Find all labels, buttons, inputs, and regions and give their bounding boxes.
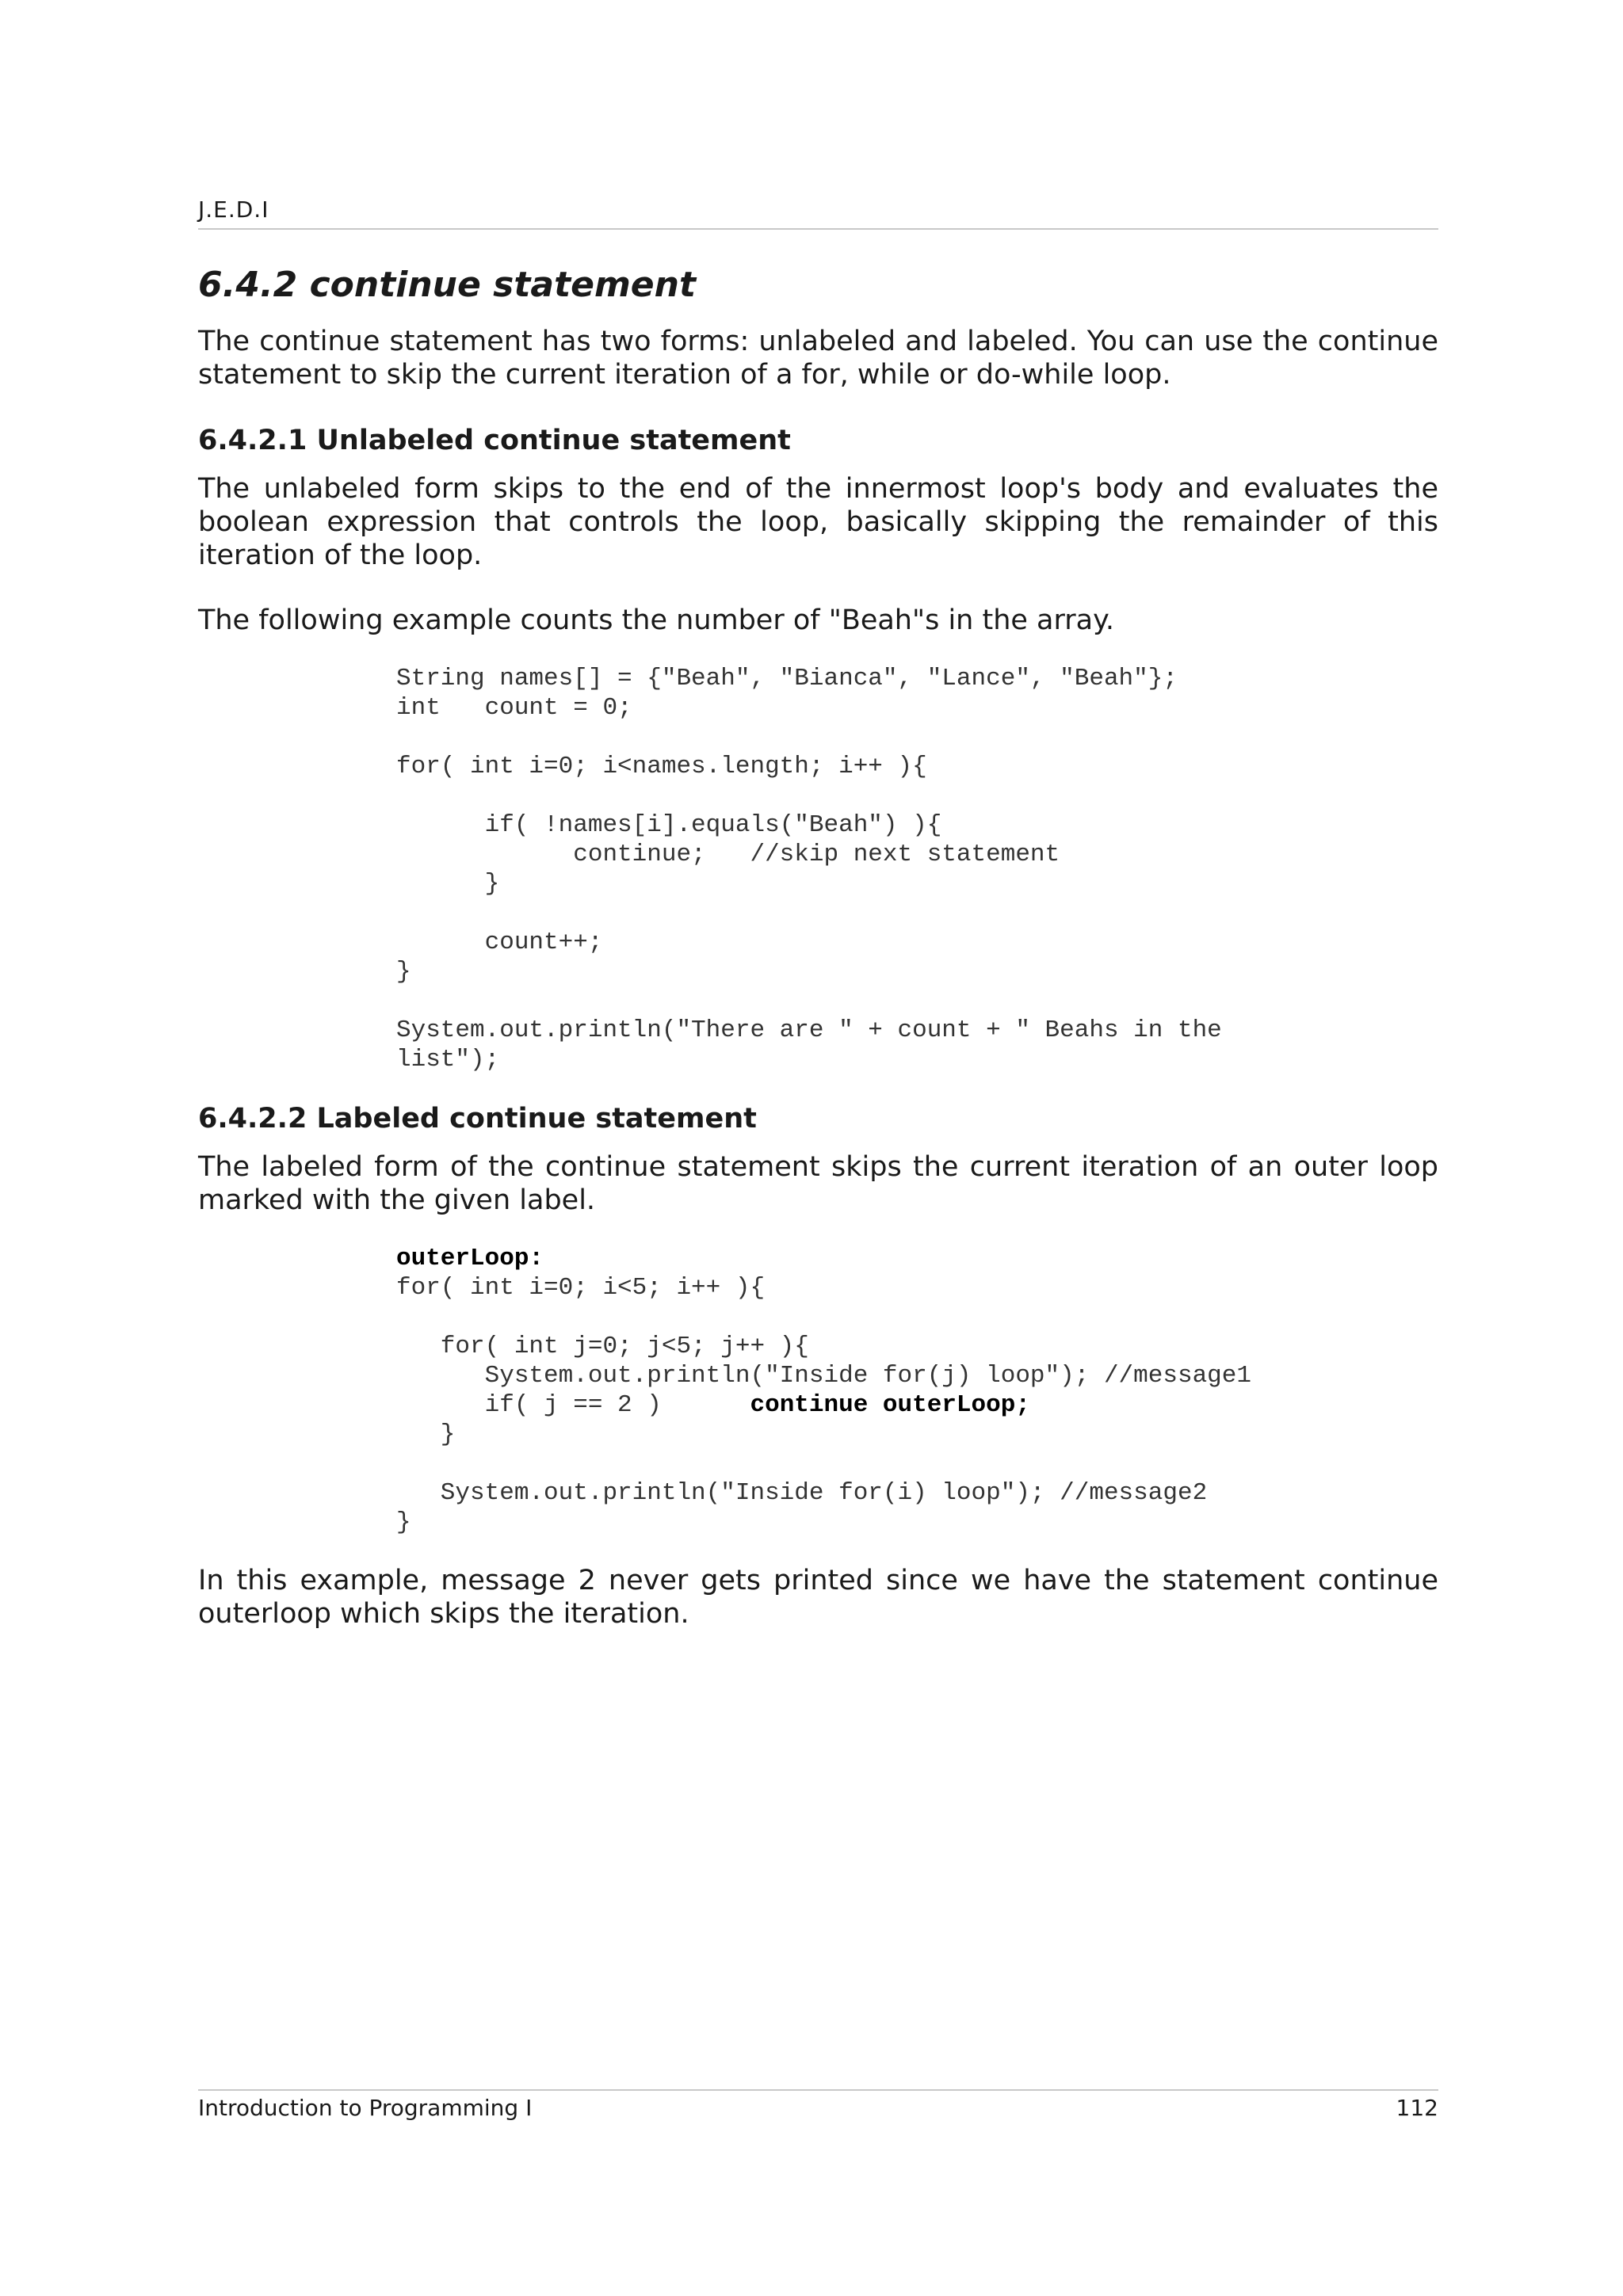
code-segment-1: for( int i=0; i<5; i++ ){ for( int j=0; j<5; j++ ){ System.out.println("Inside for(j) loop"); //message1 if( j == 2 ) xyxy=(396,1274,1251,1419)
page-content xyxy=(198,261,1438,1630)
header-divider xyxy=(198,228,1438,230)
code-label-outerloop: outerLoop: xyxy=(396,1245,544,1272)
running-header: J.E.D.I xyxy=(198,196,269,223)
code-continue-outerloop: continue outerLoop; xyxy=(750,1391,1030,1419)
footer-page-number: 112 xyxy=(1396,2095,1438,2121)
unlabeled-paragraph-1: The unlabeled form skips to the end of the innermost loop's body and evaluates the boolean expression that controls the loop, basically skipping the remainder of this iteration of the loop. xyxy=(198,473,1438,571)
unlabeled-subsection-title: 6.4.2.1 Unlabeled continue statement xyxy=(198,425,791,456)
unlabeled-paragraph-2: The following example counts the number of "Beah"s in the array. xyxy=(198,605,1114,636)
section-title: 6.4.2 continue statement xyxy=(198,265,696,305)
labeled-subsection-title: 6.4.2.2 Labeled continue statement xyxy=(198,1103,757,1135)
section-intro-paragraph: The continue statement has two forms: unlabeled and labeled. You can use the continue statement to skip the current iteration of a for, while or do-while loop. xyxy=(198,326,1438,391)
labeled-paragraph-2: In this example, message 2 never gets printed since we have the statement continue outerloop which skips the iteration. xyxy=(198,1565,1438,1630)
unlabeled-code-example: String names[] = {"Beah", "Bianca", "Lance", "Beah"}; int count = 0; for( int i=0; i<names.length; i++ ){ if( !names[i].equals("Beah") ){ continue; //skip next statement } count++; } System.out.println("There are " + count + " Beahs in the list"); xyxy=(396,665,1222,1074)
document-page xyxy=(198,0,1438,2296)
footer-book-title: Introduction to Programming I xyxy=(198,2095,533,2121)
labeled-code-example xyxy=(396,1244,1438,1537)
footer-divider xyxy=(198,2089,1438,2091)
code-segment-2: } System.out.println("Inside for(i) loop"); //message2 } xyxy=(396,1421,1208,1536)
labeled-paragraph-1: The labeled form of the continue statement skips the current iteration of an outer loop marked with the given label. xyxy=(198,1151,1438,1216)
